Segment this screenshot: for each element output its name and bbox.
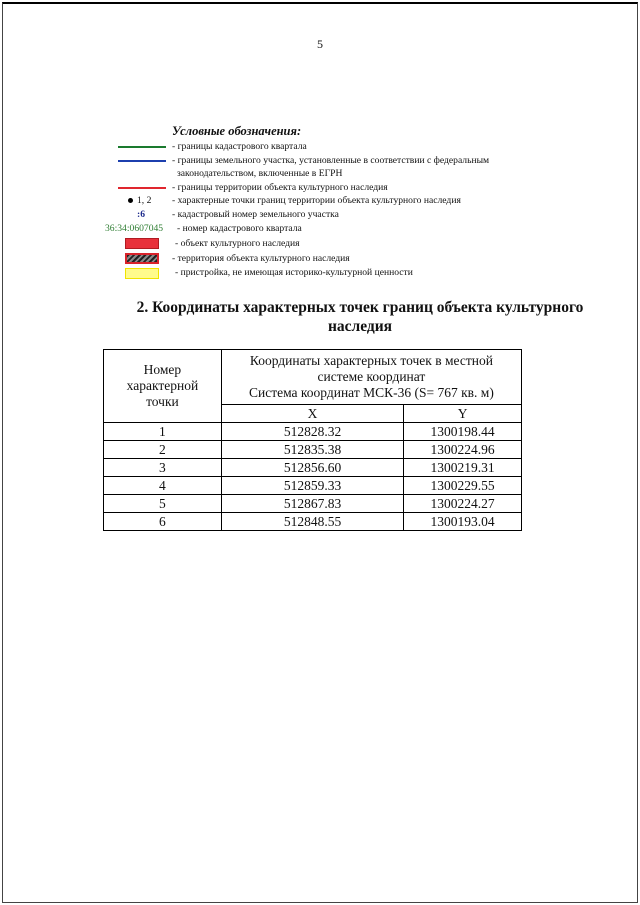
point-number: 3 [104, 459, 222, 477]
header-coordinates-line2: Система координат МСК-36 (S= 767 кв. м) [248, 385, 494, 400]
section-heading-line1: 2. Координаты характерных точек границ объекта культурного [136, 299, 584, 316]
legend-item-text: - территория объекта культурного наследия [172, 253, 350, 264]
coord-y: 1300219.31 [404, 459, 522, 477]
table-row [104, 477, 522, 495]
point-number: 4 [104, 477, 222, 495]
heritage-territory-line-symbol [118, 187, 166, 189]
header-y: Y [404, 405, 522, 423]
point-number: 6 [104, 513, 222, 531]
header-coordinates [221, 350, 521, 405]
legend-item-text: - границы земельного участка, установленные в соответствии с федеральным [172, 155, 490, 166]
legend-item-text: - пристройка, не имеющая историко-культурной ценности [175, 267, 413, 278]
legend-item-text: - номер кадастрового квартала [177, 223, 302, 234]
parcel-number-label: :6 [137, 209, 145, 220]
coord-x: 512835.38 [221, 441, 403, 459]
heritage-object-symbol [125, 238, 159, 249]
point-number: 1 [104, 423, 222, 441]
header-coordinates-line1: Координаты характерных точек в местной системе координат [249, 353, 493, 384]
coord-y: 1300193.04 [404, 513, 522, 531]
table-row [104, 459, 522, 477]
coord-x: 512856.60 [221, 459, 403, 477]
coord-y: 1300224.96 [404, 441, 522, 459]
quarter-number-label: 36:34:0607045 [105, 223, 164, 234]
table-row [104, 441, 522, 459]
coord-y: 1300229.55 [404, 477, 522, 495]
coord-y: 1300224.27 [404, 495, 522, 513]
legend-item-text: - границы кадастрового квартала [172, 141, 307, 152]
legend-item-text: - кадастровый номер земельного участка [172, 209, 339, 220]
coord-x: 512859.33 [221, 477, 403, 495]
legend-item-text: - объект культурного наследия [175, 238, 300, 249]
cadastral-quarter-line-symbol [118, 146, 166, 148]
table-row [104, 423, 522, 441]
legend-item-text-continued: законодательством, включенные в ЕГРН [177, 168, 343, 179]
table-row [104, 495, 522, 513]
point-label: 1, 2 [137, 195, 152, 206]
coord-y: 1300198.44 [404, 423, 522, 441]
annex-symbol [125, 268, 159, 279]
boundary-point-icon [128, 198, 133, 203]
coord-x: 512867.83 [221, 495, 403, 513]
point-number: 5 [104, 495, 222, 513]
legend-item-text: - характерные точки границ территории объекта культурного наследия [172, 195, 461, 206]
section-heading [100, 298, 620, 336]
coord-x: 512848.55 [221, 513, 403, 531]
land-plot-line-symbol [118, 160, 166, 162]
legend-item-text: - границы территории объекта культурного наследия [172, 182, 388, 193]
header-point-number: Номер характерной точки [104, 350, 222, 423]
coord-x: 512828.32 [221, 423, 403, 441]
table-row [104, 513, 522, 531]
section-heading-line2: наследия [327, 318, 393, 335]
point-number: 2 [104, 441, 222, 459]
coordinates-table [103, 349, 522, 531]
page-number: 5 [317, 37, 323, 51]
legend-title: Условные обозначения: [172, 124, 302, 138]
heritage-territory-symbol [125, 253, 159, 264]
header-x: X [221, 405, 403, 423]
